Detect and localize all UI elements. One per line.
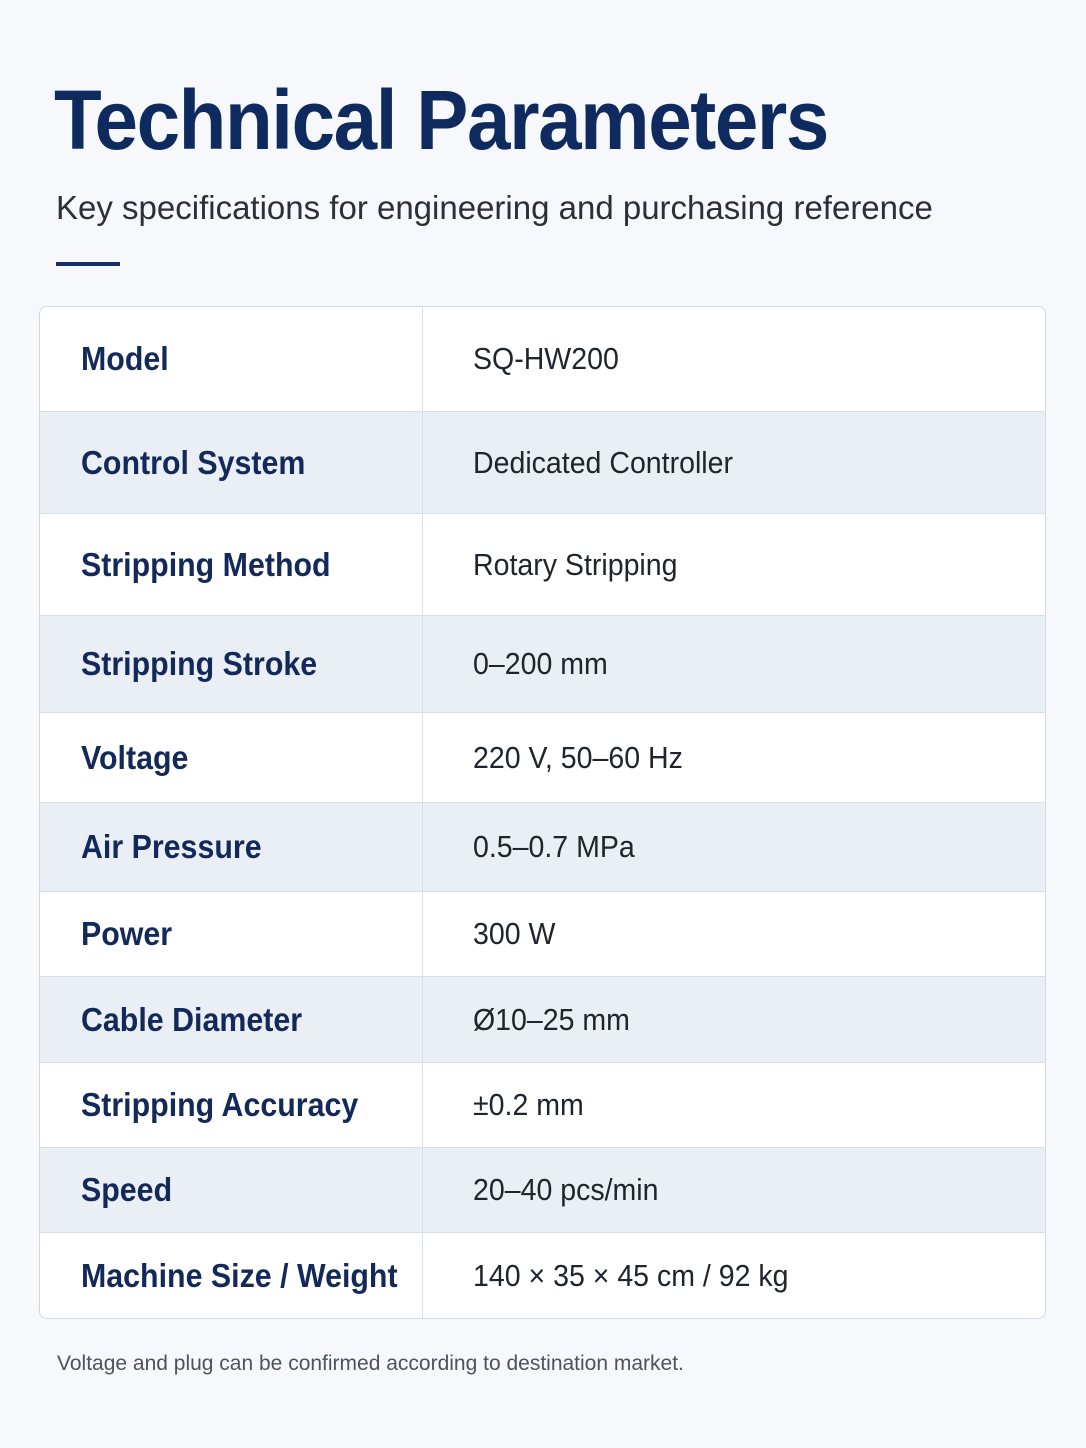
spec-label: Air Pressure	[40, 803, 423, 891]
spec-label: Model	[40, 307, 423, 411]
spec-value: 300 W	[473, 916, 556, 951]
spec-label: Stripping Method	[40, 514, 423, 615]
spec-value: 140 × 35 × 45 cm / 92 kg	[473, 1257, 789, 1293]
spec-value: SQ-HW200	[473, 341, 619, 376]
spec-row-machine-size-weight	[40, 1232, 1045, 1318]
spec-label: Machine Size / Weight	[40, 1233, 423, 1318]
spec-label: Stripping Stroke	[40, 616, 423, 712]
spec-value: 220 V, 50–60 Hz	[473, 739, 683, 775]
spec-row-stripping-method	[40, 513, 1045, 615]
spec-row-control-system	[40, 411, 1045, 513]
spec-table	[39, 306, 1046, 1319]
spec-label: Power	[40, 892, 423, 976]
spec-row-air-pressure	[40, 802, 1045, 891]
spec-value: 0.5–0.7 MPa	[473, 829, 635, 864]
spec-row-stripping-stroke	[40, 615, 1045, 712]
spec-value: 20–40 pcs/min	[473, 1172, 659, 1207]
spec-label: Stripping Accuracy	[40, 1063, 423, 1147]
spec-label: Cable Diameter	[40, 977, 423, 1062]
spec-label: Voltage	[40, 713, 423, 802]
spec-row-model	[40, 307, 1045, 411]
spec-value: 0–200 mm	[473, 646, 608, 681]
spec-label: Control System	[40, 412, 423, 513]
spec-value: Rotary Stripping	[473, 546, 678, 582]
spec-row-stripping-accuracy	[40, 1062, 1045, 1147]
spec-row-voltage	[40, 712, 1045, 802]
page-title: Technical Parameters	[54, 73, 828, 167]
accent-divider	[56, 262, 120, 266]
spec-row-speed	[40, 1147, 1045, 1232]
spec-label: Speed	[40, 1148, 423, 1232]
spec-value: Ø10–25 mm	[473, 1001, 630, 1037]
spec-value: Dedicated Controller	[473, 444, 733, 480]
spec-row-power	[40, 891, 1045, 976]
spec-value: ±0.2 mm	[473, 1087, 584, 1122]
page-subtitle: Key specifications for engineering and purchasing reference	[56, 189, 933, 226]
spec-row-cable-diameter	[40, 976, 1045, 1062]
footnote: Voltage and plug can be confirmed according to destination market.	[57, 1352, 684, 1375]
